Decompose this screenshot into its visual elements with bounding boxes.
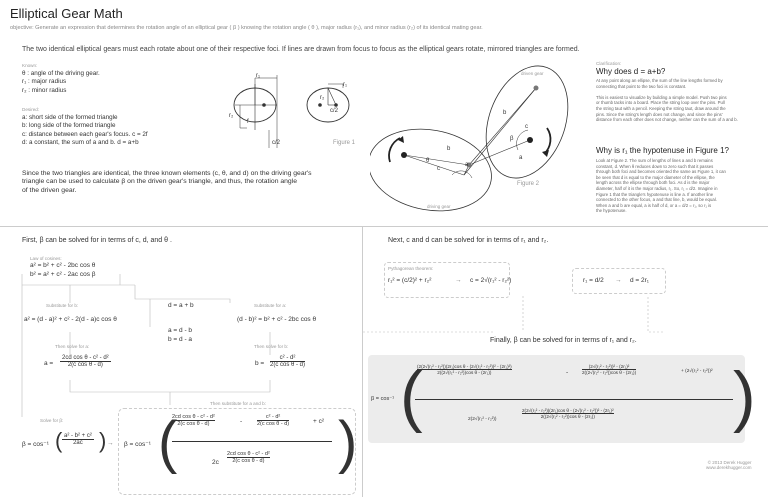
fig1-focus-dot — [334, 103, 338, 107]
fig1-focus-dot — [318, 103, 322, 107]
beta2-den-fraction — [227, 451, 270, 464]
right-heading: Next, c and d can be solved for in terms of r₁ and r₂. — [388, 237, 549, 244]
fig2-focus-dot — [534, 86, 539, 91]
fig2-a2-label: a — [519, 155, 523, 161]
law-cosines-eq-1: a² = b² + c² - 2bc cos θ — [30, 262, 96, 269]
beta2-lhs: β = cos⁻¹ — [124, 441, 151, 448]
known-item: r₁ : major radius — [22, 78, 67, 86]
page-title: Elliptical Gear Math — [10, 6, 123, 21]
beta2-den-prefix: 2c — [212, 459, 219, 466]
eq-b-from-d: b = d - a — [168, 336, 193, 343]
beta2-term2-den: 2(c cos θ - d) — [257, 421, 290, 427]
sidebar-heading-1: Why does d = a+b? — [596, 67, 666, 76]
desired-item: a: short side of the formed triangle — [22, 114, 118, 121]
fig2-theta-label: θ — [426, 158, 430, 164]
figure-2-diagram — [370, 60, 590, 225]
sidebar-line: or thumb tacks into a board. Place the string loop over the pins. Pull — [596, 100, 725, 106]
fig2-b-label: b — [447, 146, 451, 152]
pythagorean-label: Pythagorean theorem: — [388, 266, 434, 271]
then-substitute-label: Then substitute for a and b: — [210, 401, 266, 406]
beta2-term1-num: 2cd cos θ - c² - d² — [172, 414, 215, 420]
clarification-label: Clarification: — [596, 61, 622, 66]
final-den-prefix: 2(2√(r₁² - r₂²)) — [468, 417, 497, 422]
eq-substitute-a: (d - b)² = b² + c² - 2bc cos θ — [237, 316, 317, 323]
sidebar-line: Look at Figure 2. The sum of lengths of lines a and b remains — [596, 158, 713, 163]
fig1-label-r2: r₂ — [229, 113, 234, 119]
fig2-focus-dot — [527, 137, 533, 143]
desired-label: Desired: — [22, 107, 40, 112]
then-solve-a-label: Then solve for a: — [55, 344, 90, 349]
sidebar-line: the string taut with a pencil. Keeping the string taut, draw around the — [596, 105, 726, 111]
desired-item: b: long side of the formed triangle — [22, 122, 116, 130]
known-item: r₂ : minor radius — [22, 86, 67, 94]
fig2-focus-dot — [401, 152, 407, 158]
beta2-plus-c2: + c² — [313, 418, 325, 425]
sidebar-line: At any point along an ellipse, the sum of the line lengths formed by — [596, 78, 723, 83]
fig2-a-label: a — [465, 162, 469, 168]
beta2-den-num: 2cd cos θ - c² - d² — [227, 451, 270, 457]
b-numerator: c² - d² — [270, 355, 305, 362]
footer-copyright: © 2013 Derek Hugger — [707, 460, 752, 465]
b-lhs: b = — [255, 360, 265, 367]
right-flow-connectors — [363, 227, 768, 497]
desired-list — [22, 114, 148, 148]
final-term2-num: (2√(r₁² - r₂²))² - (2r₁)² — [582, 364, 636, 370]
final-term1-den: 2((2√(r₁² - r₂²))cos θ - (2r₁)) — [437, 370, 492, 375]
a-numerator: 2cd cos θ - c² - d² — [62, 355, 109, 361]
fig1-caption: Figure 1 — [333, 140, 356, 146]
sidebar-line: constant, d. When θ reduces down to zero such that it passes — [596, 163, 714, 169]
final-den-num: 2(2√(r₁² - r₂²))(2r₁)cos θ - (2√(r₁² - r₂²))² - (2r₁)² — [522, 408, 614, 413]
a-fraction — [60, 355, 111, 368]
footer-url[interactable]: www.derekhugger.com — [706, 465, 752, 470]
eq-substitute-b: a² = (d - a)² + c² - 2(d - a)c cos θ — [24, 316, 117, 323]
sidebar-paragraph-2 — [596, 158, 764, 214]
b-denominator: 2(c cos θ - d) — [270, 362, 306, 368]
paren-open: ( — [55, 428, 63, 453]
known-label: Known: — [22, 63, 38, 68]
sidebar-paragraph-1 — [596, 78, 764, 123]
paren-close: ) — [99, 428, 107, 453]
sidebar-line: connecting that point to the two foci is constant. — [596, 83, 687, 89]
footer — [706, 460, 752, 470]
d-equation: d = 2r₁ — [630, 277, 649, 284]
fig2-driven-label: driven gear — [521, 71, 544, 76]
pythagorean-eq: r₁² = (c/2)² + r₂² — [388, 277, 432, 284]
beta1-lhs: β = cos⁻¹ — [22, 441, 49, 448]
c-equation: c = 2√(r₁² - r₂²) — [470, 277, 512, 284]
eq-a-from-d: a = d - b — [168, 327, 193, 334]
sidebar-line: Figure 1 that the triangle's hypotenuse is line a. If another line — [596, 191, 714, 197]
big-paren-open: ( — [158, 410, 178, 475]
beta1-numerator: a² - b² + c² — [64, 433, 92, 439]
para-line: triangle can be used to calculate β on the driven gear's triangle, and thus, the rotation angle — [22, 178, 297, 186]
substitute-a-label: Substitute for a: — [254, 303, 287, 308]
beta2-main-fraction-bar — [172, 441, 332, 442]
arrow-right: → — [455, 277, 462, 284]
beta2-term1-den: 2(c cos θ - d) — [177, 421, 210, 427]
beta2-den-den: 2(c cos θ - d) — [232, 458, 265, 464]
final-term2-den: 2((2√(r₁² - r₂²))cos θ - (2r₁)) — [582, 370, 637, 375]
arrow-right: → — [615, 277, 622, 284]
fig2-c2-label: c — [525, 124, 528, 130]
sidebar-line: through both foci and becomes oriented the same as Figure 1, it can — [596, 169, 726, 175]
r1-equation: r₁ = d/2 — [583, 277, 604, 284]
sidebar-line: This is easiest to visualize by building a simple model. Push two pins — [596, 94, 727, 100]
sidebar-line: distance from each other does not change, neither can the sum of a and b. — [596, 117, 738, 123]
sidebar-line: the hypotenuse. — [596, 208, 627, 214]
desired-item: d: a constant, the sum of a and b. d = a+b — [22, 139, 139, 147]
sidebar-line: diameter, half of it is the major radius, r₁. So, r₁ = d/2. Imagine in — [596, 185, 718, 191]
fig1-focus-dot — [262, 103, 266, 107]
final-heading: Finally, β can be solved for in terms of r₁ and r₂. — [490, 337, 637, 344]
known-list — [22, 70, 100, 95]
a-lhs: a = — [44, 360, 54, 367]
beta1-denominator: 2ac — [73, 440, 83, 446]
final-lhs: β = cos⁻¹ — [371, 396, 395, 402]
sidebar-line: be seen that d is equal to the major diameter of the ellipse, the — [596, 174, 715, 180]
law-of-cosines-label: Law of cosines: — [30, 256, 62, 261]
intro-text: The two identical elliptical gears must each rotate about one of their respective foci. If lines are drawn from focus to focus as the elliptical gears rotate, mirrored triangles are formed. — [22, 46, 580, 53]
desired-item: c: distance between each gear's focus. c = 2f — [22, 130, 148, 138]
explanation-paragraph — [22, 170, 312, 195]
fig1-label-c2b: c/2 — [330, 108, 339, 114]
para-line: Since the two triangles are identical, the three known elements (c, θ, and d) on the driving gear's — [22, 170, 312, 177]
final-paren-open: ( — [400, 358, 423, 434]
fig1-label-r1b: r₁ — [343, 82, 348, 88]
final-den-den: 2((2√(r₁² - r₂²))cos θ - (2r₁)) — [540, 414, 595, 419]
fig2-caption: Figure 2 — [517, 181, 540, 187]
beta2-minus-sign: - — [240, 418, 243, 425]
final-term1-num: (2(2√(r₁² - r₂²))(2r₁)cos θ - (2√(r₁² - r₂²))² - (2r₁)²) — [417, 364, 512, 369]
fig2-b2-label: b — [503, 110, 507, 116]
final-minus-sign: - — [566, 369, 569, 376]
final-plus-term: + (2√(r₁² - r₂²))² — [681, 369, 713, 374]
eq-d-sum: d = a + b — [168, 302, 194, 309]
beta2-term1 — [172, 414, 215, 427]
fig2-beta-label: β — [510, 136, 514, 142]
substitute-b-label: Substitute for b: — [46, 303, 79, 308]
arrow-right: → — [107, 440, 114, 447]
known-item: θ : angle of the driving gear. — [22, 70, 100, 77]
beta2-term2 — [257, 414, 289, 427]
fig1-label-r2b: r₂ — [320, 95, 325, 101]
sidebar-line: connected to the other focus, a and that line, b, would be equal. — [596, 197, 717, 203]
law-cosines-eq-2: b² = a² + c² - 2ac cos β — [30, 271, 96, 278]
a-denominator: 2(c cos θ - d) — [67, 362, 103, 368]
fig2-c-label: c — [437, 166, 440, 172]
fig2-driving-label: driving gear — [427, 204, 451, 209]
then-solve-b-label: Then solve for b: — [254, 344, 289, 349]
solve-beta-label: Solve for β: — [40, 418, 64, 423]
objective-text: objective: Generate an expression that determines the rotation angle of an elliptical gear ( β ) knowing the rotation angle ( θ ), major radius (r₁), and minor radius (r₂) of its identical mating gear. — [10, 25, 483, 31]
sidebar-line: pins. Since the string's length does not change, and since the pins' — [596, 111, 723, 117]
fig1-label-f: f — [247, 119, 249, 125]
sidebar-heading-2: Why is r₁ the hypotenuse in Figure 1? — [596, 146, 729, 155]
fig1-label-r1: r₁ — [256, 73, 261, 79]
fig1-label-c2: c/2 — [272, 140, 281, 146]
sidebar-line: length across the ellipse through both foci. As d is the major — [596, 180, 710, 186]
beta1-fraction — [62, 433, 94, 446]
left-heading: First, β can be solved for in terms of c, d, and θ . — [22, 237, 172, 244]
beta2-term2-num: c² - d² — [257, 414, 289, 421]
sidebar-line: When a and b are equal, a is half of d, or a = d/2 = r₁, so r₁ is — [596, 202, 712, 208]
para-line: of the driven gear. — [22, 186, 77, 194]
final-paren-close: ) — [733, 358, 756, 434]
big-paren-close: ) — [338, 410, 358, 475]
b-fraction — [270, 355, 305, 368]
